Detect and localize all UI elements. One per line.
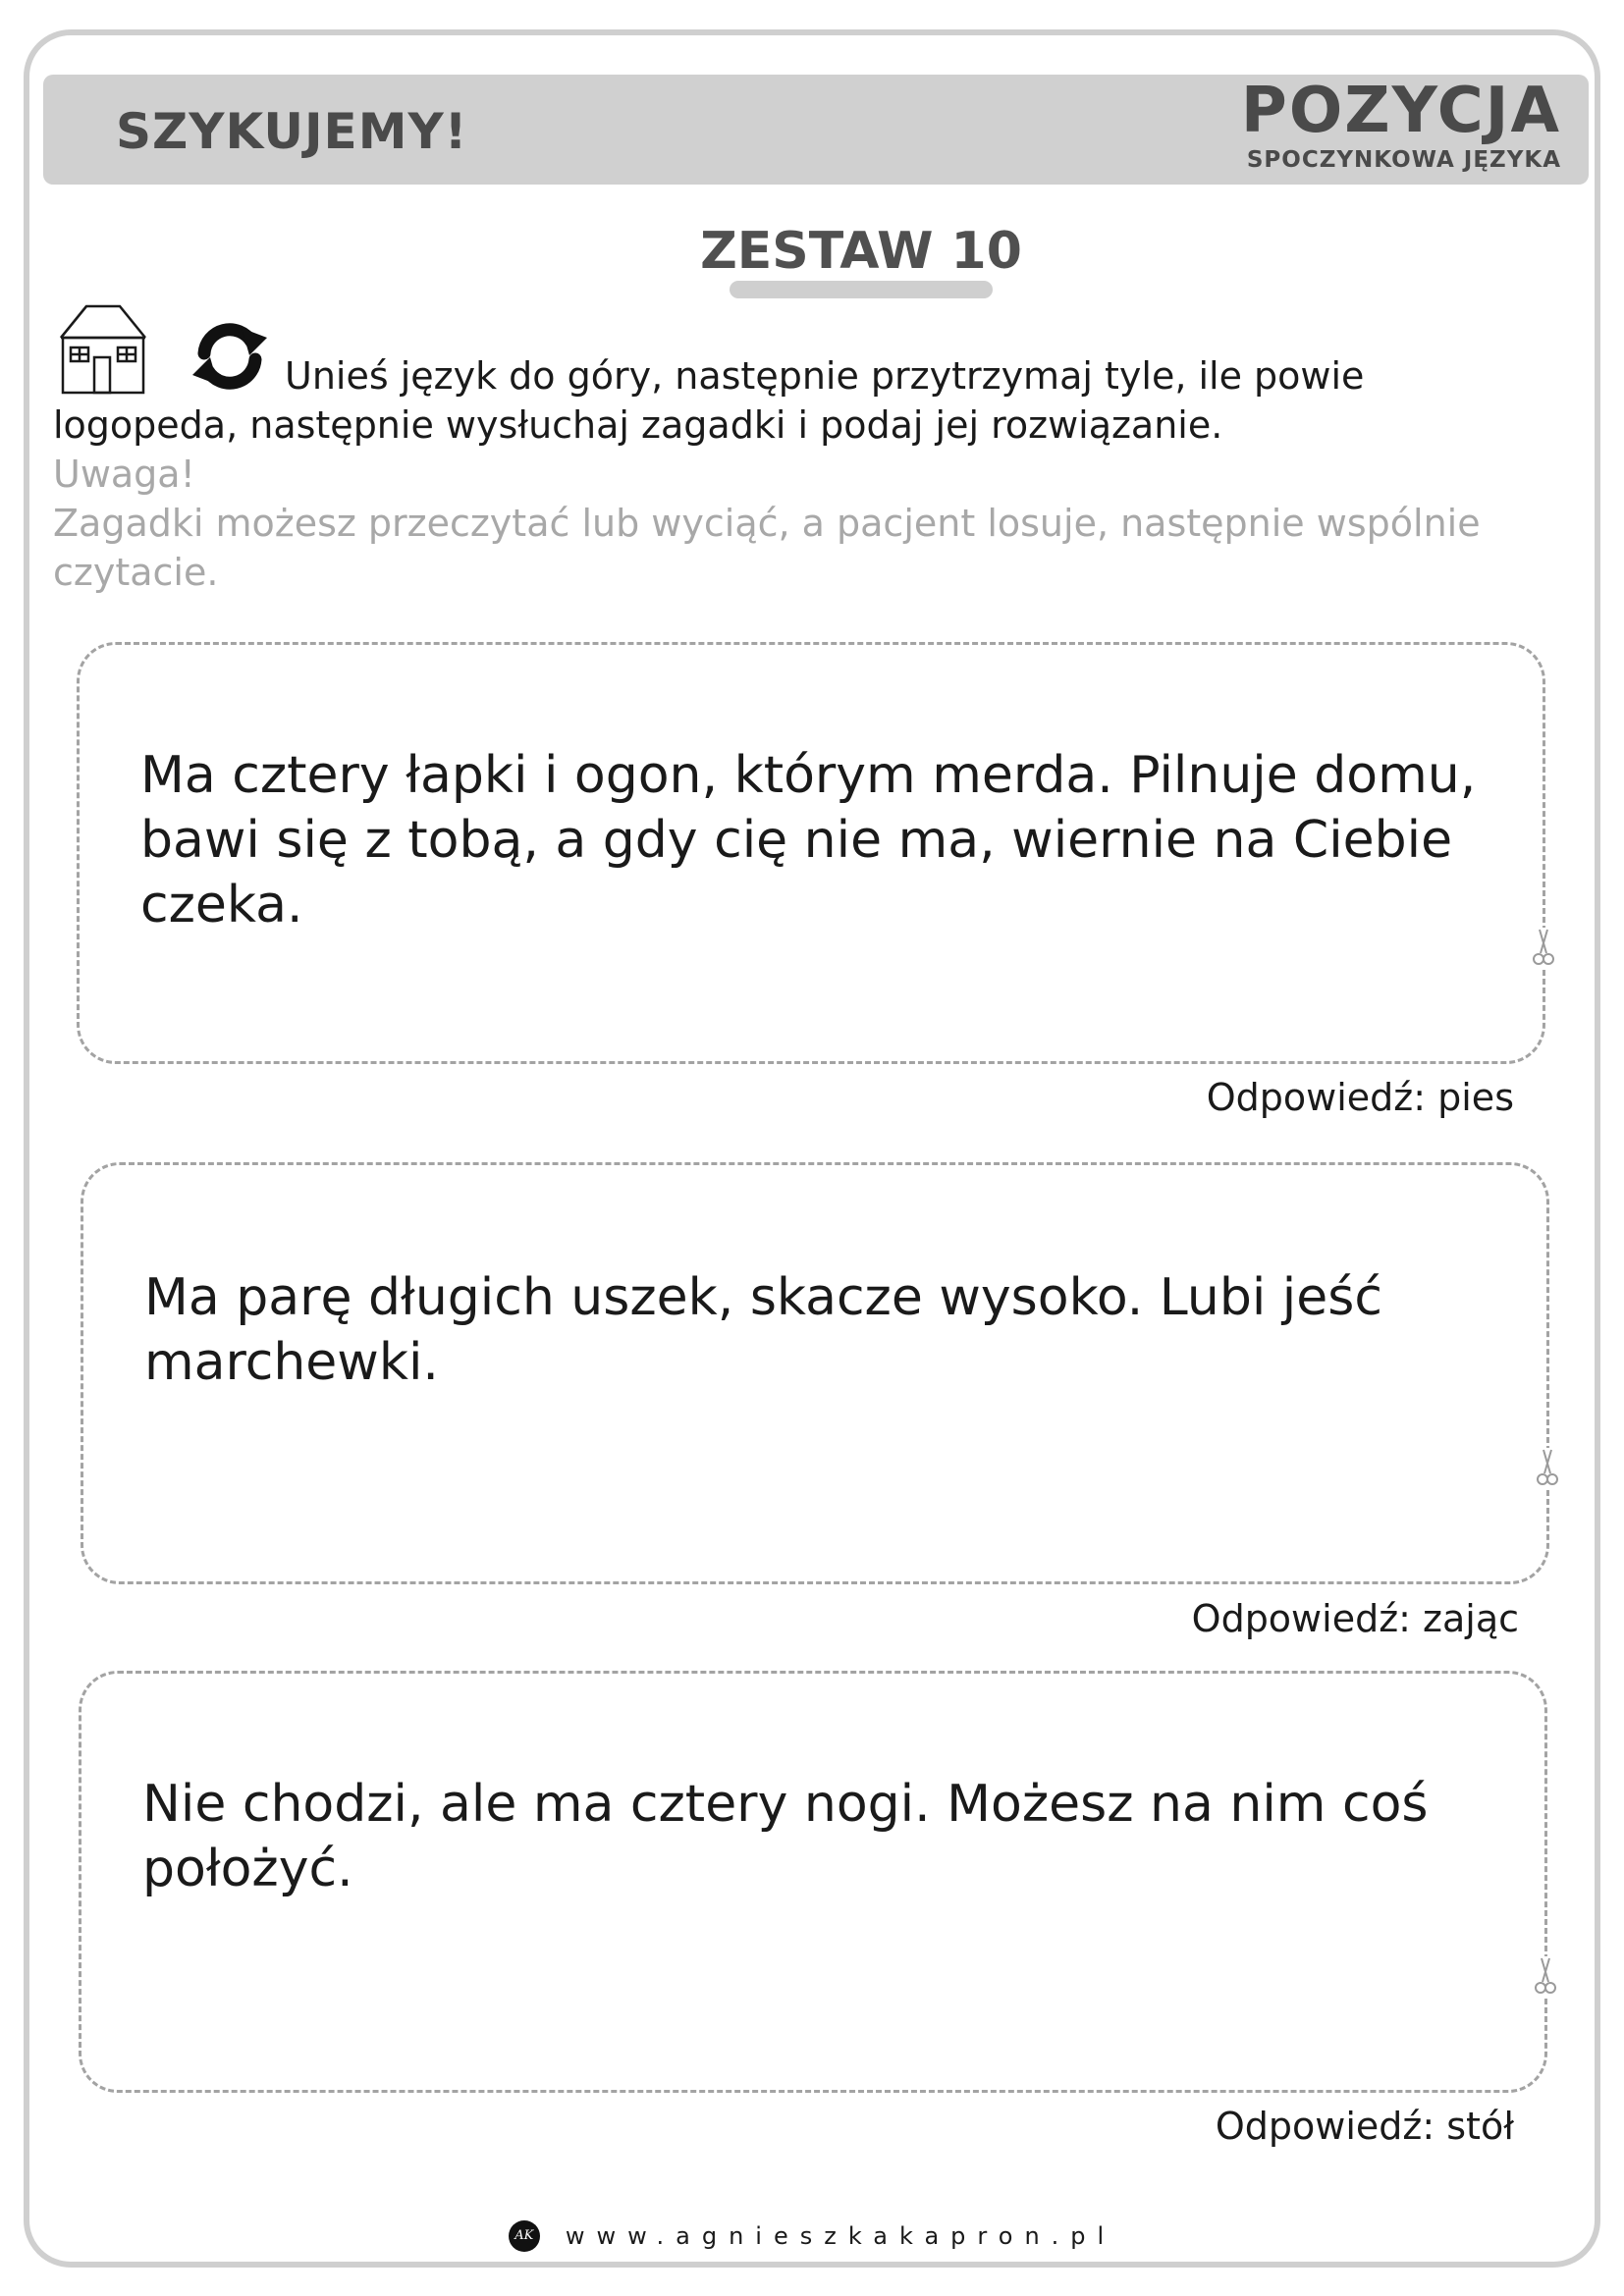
set-title-underline bbox=[730, 281, 993, 298]
scissors-icon bbox=[1531, 928, 1556, 967]
scissors-icon bbox=[1535, 1448, 1560, 1487]
brand-title: SZYKUJEMY! bbox=[116, 103, 468, 160]
riddle-text: Ma parę długich uszek, skacze wysoko. Lubi jeść marchewki. bbox=[144, 1268, 1382, 1392]
footer-url[interactable]: www.agnieszkakapron.pl bbox=[565, 2222, 1116, 2250]
footer-logo: AK bbox=[509, 2220, 540, 2252]
note bbox=[53, 450, 1565, 597]
instructions-line-1: Unieś język do góry, następnie przytrzymaj tyle, ile powie bbox=[285, 354, 1365, 398]
topic-main: POZYCJA bbox=[1240, 75, 1561, 147]
riddle-card bbox=[81, 1162, 1549, 1584]
topic-sub: SPOCZYNKOWA JĘZYKA bbox=[1246, 147, 1561, 173]
note-title: Uwaga! bbox=[53, 453, 195, 496]
answer-label: Odpowiedź: pies bbox=[1206, 1076, 1514, 1119]
riddle-text: Nie chodzi, ale ma cztery nogi. Możesz na nim coś położyć. bbox=[142, 1775, 1429, 1898]
note-text: Zagadki możesz przeczytać lub wyciąć, a pacjent losuje, następnie wspólnie czytacie. bbox=[53, 502, 1481, 594]
footer bbox=[0, 2220, 1624, 2252]
topic-heading bbox=[1241, 75, 1561, 173]
set-title: ZESTAW 10 bbox=[700, 222, 1022, 281]
instructions-line-2: logopeda, następnie wysłuchaj zagadki i podaj jej rozwiązanie. bbox=[53, 403, 1223, 447]
answer-label: Odpowiedź: zając bbox=[1191, 1597, 1519, 1640]
riddle-text: Ma cztery łapki i ogon, którym merda. Pilnuje domu, bawi się z tobą, a gdy cię nie ma, wiernie na Ciebie czeka. bbox=[140, 746, 1477, 934]
riddle-card bbox=[79, 1671, 1547, 2093]
riddle-card bbox=[77, 642, 1545, 1064]
instructions bbox=[53, 351, 1565, 450]
scissors-icon bbox=[1533, 1956, 1558, 1996]
answer-label: Odpowiedź: stół bbox=[1215, 2105, 1514, 2148]
